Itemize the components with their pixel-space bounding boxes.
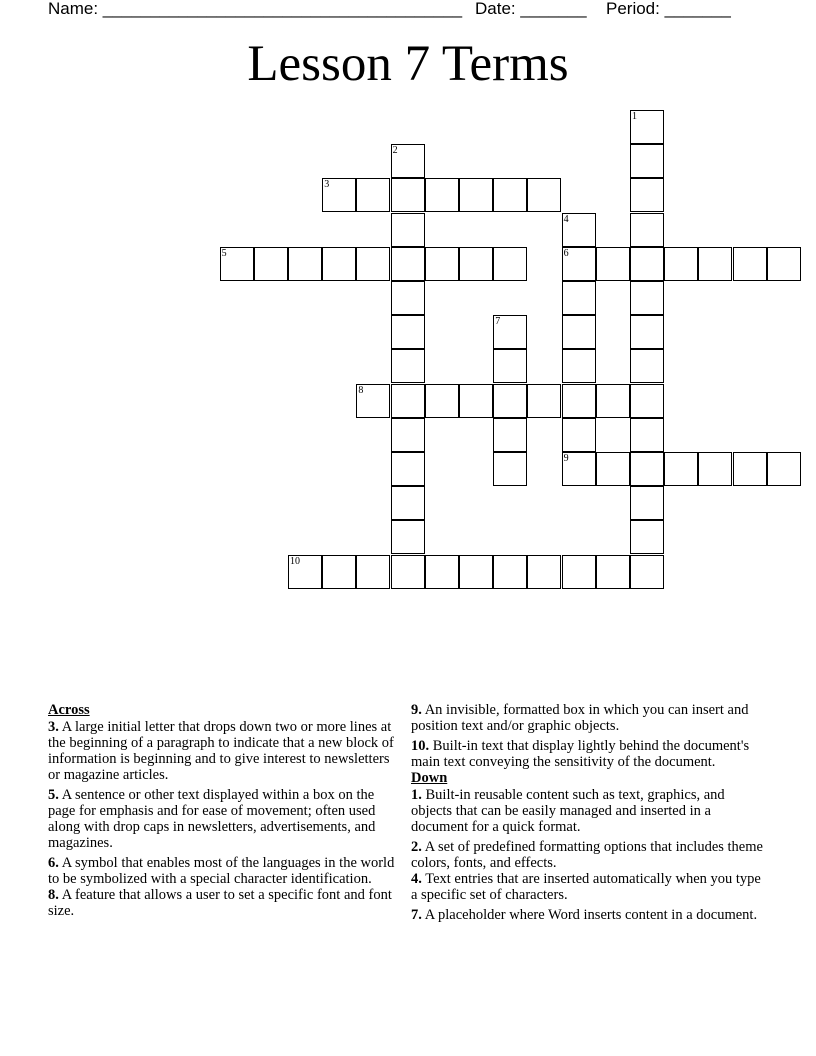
clue-number: 8: [358, 384, 364, 396]
crossword-cell[interactable]: [459, 384, 493, 418]
crossword-cell[interactable]: [733, 452, 767, 486]
crossword-cell[interactable]: [459, 247, 493, 281]
crossword-cell[interactable]: [493, 349, 527, 383]
clue-across-9: 9. An invisible, formatted box in which you can insert and position text and/or graphic objects.: [411, 702, 749, 734]
crossword-cell[interactable]: [493, 418, 527, 452]
crossword-cell[interactable]: [630, 144, 664, 178]
crossword-cell[interactable]: [391, 315, 425, 349]
crossword-cell[interactable]: [391, 520, 425, 554]
clue-number: 7: [495, 316, 501, 328]
crossword-cell[interactable]: [562, 555, 596, 589]
crossword-cell[interactable]: [630, 486, 664, 520]
clue-down-1: 1. Built-in reusable content such as text, graphics, and objects that can be easily managed and inserted in a document for a quick format.: [411, 787, 725, 835]
crossword-cell[interactable]: [459, 555, 493, 589]
crossword-cell[interactable]: [391, 247, 425, 281]
crossword-cell[interactable]: [630, 315, 664, 349]
crossword-cell[interactable]: [425, 384, 459, 418]
clue-number: 3: [324, 179, 330, 191]
crossword-cell[interactable]: [391, 384, 425, 418]
clue-number: 1: [632, 111, 637, 122]
crossword-cell[interactable]: [596, 452, 630, 486]
crossword-cell[interactable]: [630, 281, 664, 315]
clues-column-right: [411, 702, 763, 927]
clue-across-8: 8. A feature that allows a user to set a specific font and font size.: [48, 887, 392, 919]
crossword-cell[interactable]: [562, 281, 596, 315]
crossword-cell[interactable]: [288, 247, 322, 281]
crossword-cell[interactable]: [322, 555, 356, 589]
clue-across-5: 5. A sentence or other text displayed within a box on the page for emphasis and for ease of movement; often used along with drop caps in newsletters, advertisements, and magazines.: [48, 787, 376, 851]
down-heading: Down: [411, 770, 448, 786]
crossword-cell[interactable]: [698, 452, 732, 486]
crossword-cell[interactable]: [356, 384, 390, 418]
crossword-cell[interactable]: [391, 349, 425, 383]
crossword-cell[interactable]: [630, 213, 664, 247]
crossword-cell[interactable]: [391, 418, 425, 452]
crossword-cell[interactable]: [767, 247, 801, 281]
crossword-cell[interactable]: [733, 247, 767, 281]
crossword-cell[interactable]: [596, 555, 630, 589]
crossword-cell[interactable]: [596, 384, 630, 418]
crossword-cell[interactable]: [493, 384, 527, 418]
crossword-cell[interactable]: [630, 349, 664, 383]
crossword-cell[interactable]: [630, 418, 664, 452]
crossword-cell[interactable]: [562, 349, 596, 383]
crossword-cell[interactable]: [596, 247, 630, 281]
clue-number: 5: [221, 247, 227, 259]
clues-column-left: [48, 702, 400, 923]
name-field[interactable]: Name: ______________________________________: [48, 0, 463, 18]
crossword-cell[interactable]: [493, 247, 527, 281]
clue-across-10: 10. Built-in text that display lightly behind the document's main text conveying the sensitivity of the document.: [411, 738, 750, 770]
crossword-cell[interactable]: [527, 384, 561, 418]
clue-number: 10: [290, 555, 300, 567]
crossword-cell[interactable]: [425, 555, 459, 589]
clue-down-4: 4. Text entries that are inserted automatically when you type a specific set of characters.: [411, 871, 761, 903]
crossword-cell[interactable]: [391, 213, 425, 247]
crossword-cell[interactable]: [767, 452, 801, 486]
crossword-cell[interactable]: [391, 281, 425, 315]
clue-down-7: 7. A placeholder where Word inserts content in a document.: [411, 907, 758, 923]
crossword-cell[interactable]: [220, 247, 254, 281]
crossword-cell[interactable]: [288, 555, 322, 589]
crossword-cell[interactable]: [562, 315, 596, 349]
clue-number: 9: [563, 453, 569, 464]
crossword-cell[interactable]: [698, 247, 732, 281]
crossword-cell[interactable]: [391, 555, 425, 589]
crossword-cell[interactable]: [562, 247, 596, 281]
clue-number: 6: [563, 247, 569, 259]
crossword-cell[interactable]: [630, 520, 664, 554]
clue-number: 2: [392, 145, 398, 157]
crossword-cell[interactable]: [562, 213, 596, 247]
clue-across-6: 6. A symbol that enables most of the languages in the world to be symbolized with a special character identification.: [48, 855, 395, 887]
across-heading: Across: [48, 702, 90, 718]
crossword-cell[interactable]: [630, 178, 664, 212]
clue-across-3: 3. A large initial letter that drops down two or more lines at the beginning of a paragraph to indicate that a new block of information is beginning and to give interest to newsletters or magazine articles.: [48, 719, 394, 783]
crossword-cell[interactable]: [391, 452, 425, 486]
crossword-cell[interactable]: [493, 178, 527, 212]
crossword-cell[interactable]: [562, 418, 596, 452]
crossword-cell[interactable]: [254, 247, 288, 281]
period-field[interactable]: Period: _______: [606, 0, 731, 18]
crossword-cell[interactable]: [527, 555, 561, 589]
crossword-cell[interactable]: [425, 178, 459, 212]
crossword-cell[interactable]: [356, 178, 390, 212]
clue-down-2: 2. A set of predefined formatting options that includes theme colors, fonts, and effects.: [411, 839, 763, 871]
crossword-cell[interactable]: [630, 452, 664, 486]
crossword-cell[interactable]: [493, 452, 527, 486]
crossword-cell[interactable]: [391, 178, 425, 212]
crossword-cell[interactable]: [562, 384, 596, 418]
crossword-cell[interactable]: [356, 247, 390, 281]
page-title: Lesson 7 Terms: [247, 36, 569, 92]
crossword-cell[interactable]: [425, 247, 459, 281]
crossword-cell[interactable]: [391, 144, 425, 178]
crossword-cell[interactable]: [630, 555, 664, 589]
crossword-cell[interactable]: [527, 178, 561, 212]
crossword-cell[interactable]: [664, 452, 698, 486]
clue-number: 4: [563, 213, 569, 225]
crossword-cell[interactable]: [356, 555, 390, 589]
crossword-cell[interactable]: [630, 384, 664, 418]
crossword-cell[interactable]: [493, 315, 527, 349]
crossword-cell[interactable]: [391, 486, 425, 520]
crossword-cell[interactable]: [322, 178, 356, 212]
crossword-cell[interactable]: [459, 178, 493, 212]
date-field[interactable]: Date: _______: [475, 0, 587, 18]
crossword-cell[interactable]: [664, 247, 698, 281]
crossword-cell[interactable]: [493, 555, 527, 589]
crossword-cell[interactable]: [630, 110, 664, 144]
crossword-cell[interactable]: [562, 452, 596, 486]
crossword-cell[interactable]: [322, 247, 356, 281]
crossword-cell[interactable]: [630, 247, 664, 281]
